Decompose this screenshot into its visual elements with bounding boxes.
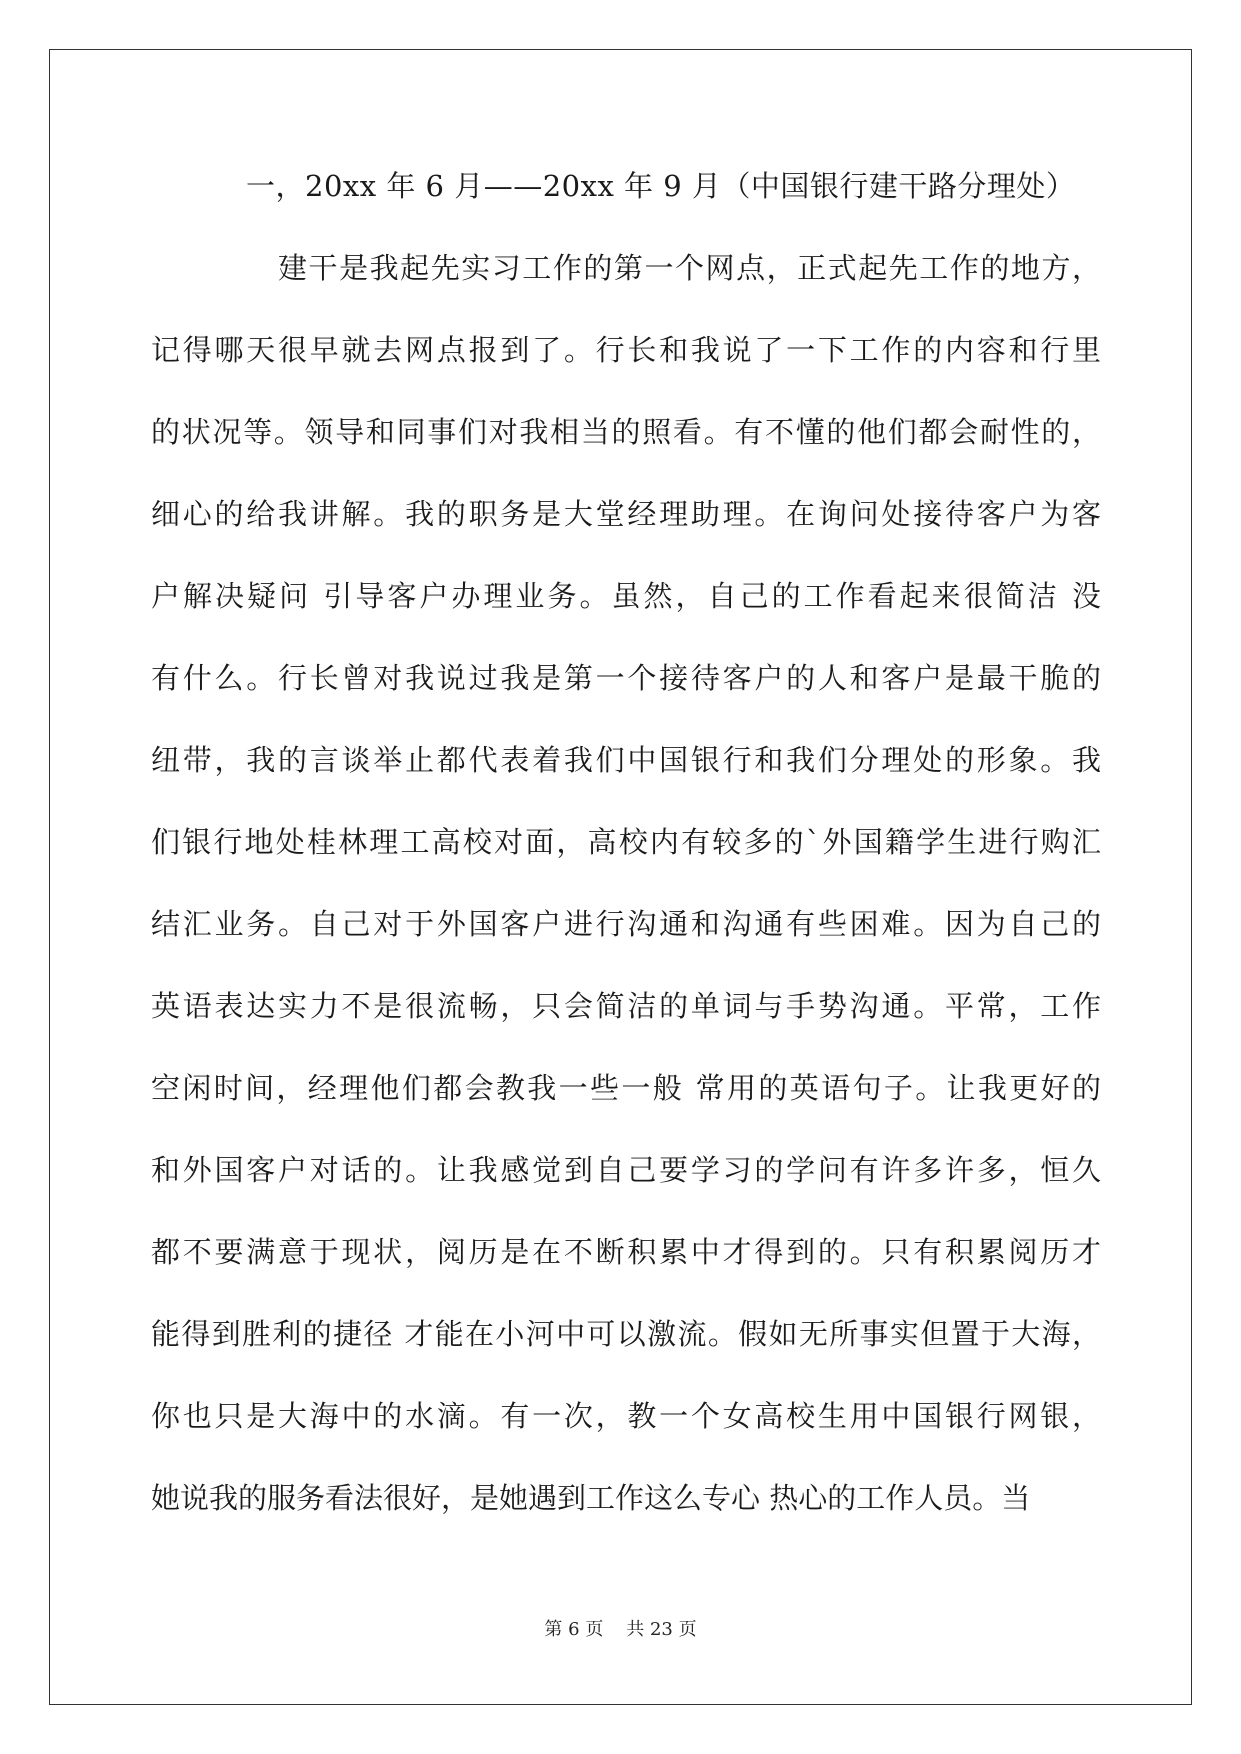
- body-line: 和外国客户对话的。让我感觉到自己要学习的学问有许多许多，恒久: [151, 1153, 1101, 1187]
- body-line: 她说我的服务看法很好，是她遇到工作这么专心 热心的工作人员。当: [151, 1481, 1031, 1515]
- body-line: 能得到胜利的捷径 才能在小河中可以激流。假如无所事实但置于大海，: [151, 1317, 1101, 1351]
- body-line: 结汇业务。自己对于外国客户进行沟通和沟通有些困难。因为自己的: [151, 907, 1101, 941]
- section-heading: 一，20xx 年 6 月——20xx 年 9 月（中国银行建干路分理处）: [246, 169, 1076, 203]
- body-line: 纽带，我的言谈举止都代表着我们中国银行和我们分理处的形象。我: [151, 743, 1101, 777]
- body-line: 都不要满意于现状，阅历是在不断积累中才得到的。只有积累阅历才: [151, 1235, 1101, 1269]
- page-total: 共 23 页: [626, 1619, 697, 1640]
- page-border: [49, 49, 1192, 1705]
- body-line: 有什么。行长曾对我说过我是第一个接待客户的人和客户是最干脆的: [151, 661, 1101, 695]
- page-number: 第 6 页: [544, 1619, 604, 1640]
- body-line: 你也只是大海中的水滴。有一次，教一个女高校生用中国银行网银，: [151, 1399, 1101, 1433]
- body-line: 细心的给我讲解。我的职务是大堂经理助理。在询问处接待客户为客: [151, 497, 1101, 531]
- body-line: 记得哪天很早就去网点报到了。行长和我说了一下工作的内容和行里: [151, 333, 1101, 367]
- body-line: 们银行地处桂林理工高校对面，高校内有较多的`外国籍学生进行购汇: [151, 825, 1101, 859]
- body-line: 建干是我起先实习工作的第一个网点，正式起先工作的地方，: [278, 251, 1101, 285]
- body-line: 的状况等。领导和同事们对我相当的照看。有不懂的他们都会耐性的，: [151, 415, 1101, 449]
- page-footer: [0, 1618, 1241, 1642]
- body-line: 英语表达实力不是很流畅，只会简洁的单词与手势沟通。平常，工作: [151, 989, 1101, 1023]
- body-line: 空闲时间，经理他们都会教我一些一般 常用的英语句子。让我更好的: [151, 1071, 1101, 1105]
- body-line: 户解决疑问 引导客户办理业务。虽然，自己的工作看起来很简洁 没: [151, 579, 1101, 613]
